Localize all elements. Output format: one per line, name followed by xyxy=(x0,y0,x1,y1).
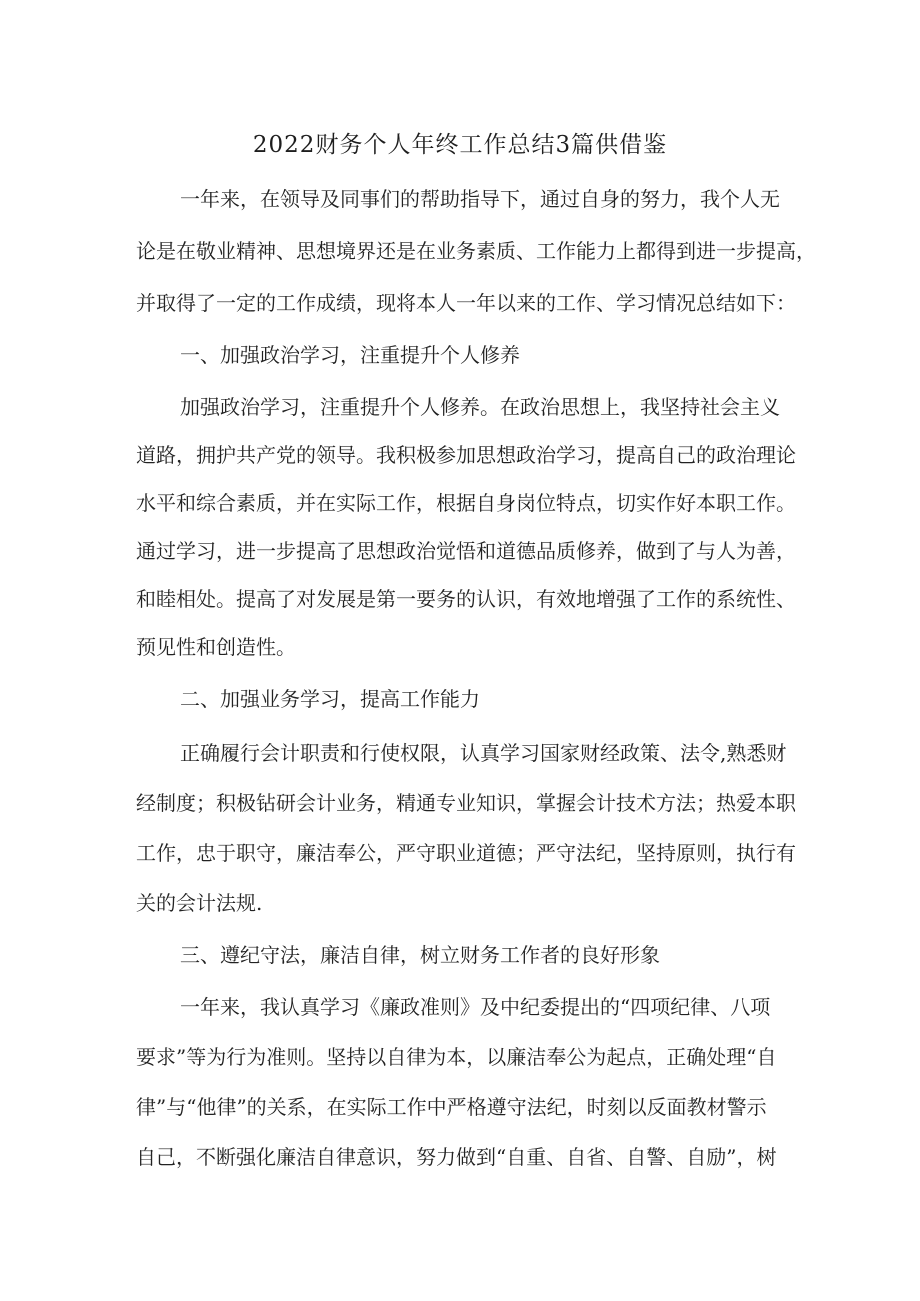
paragraph-line: 自己，不断强化廉洁自律意识，努力做到“自重、自省、自警、自励”，树 xyxy=(136,1145,777,1169)
section-heading: 三、遵纪守法，廉洁自律，树立财务工作者的良好形象 xyxy=(180,943,660,967)
document-title: 2022财务个人年终工作总结3篇供借鉴 xyxy=(252,132,668,158)
paragraph-line: 论是在敬业精神、思想境界还是在业务素质、工作能力上都得到进一步提高， xyxy=(136,239,816,263)
paragraph-line: 关的会计法规. xyxy=(136,891,263,915)
paragraph-line: 工作，忠于职守，廉洁奉公，严守职业道德；严守法纪，坚持原则，执行有 xyxy=(136,841,796,865)
section-heading: 二、加强业务学习，提高工作能力 xyxy=(180,687,480,711)
paragraph-line: 一年来，我认真学习《廉政准则》及中纪委提出的“四项纪律、八项 xyxy=(180,995,771,1019)
section-heading: 一、加强政治学习，注重提升个人修养 xyxy=(180,343,520,367)
paragraph-line: 并取得了一定的工作成绩，现将本人一年以来的工作、学习情况总结如下： xyxy=(136,291,796,315)
paragraph-line: 经制度；积极钻研会计业务，精通专业知识，掌握会计技术方法；热爱本职 xyxy=(136,791,796,815)
paragraph-line: 和睦相处。提高了对发展是第一要务的认识，有效地增强了工作的系统性、 xyxy=(136,587,796,611)
paragraph-line: 通过学习，进一步提高了思想政治觉悟和道德品质修养，做到了与人为善， xyxy=(136,539,796,563)
paragraph-line: 要求”等为行为准则。坚持以自律为本，以廉洁奉公为起点，正确处理“自 xyxy=(136,1045,777,1069)
paragraph-line: 正确履行会计职责和行使权限，认真学习国家财经政策、法令,熟悉财 xyxy=(180,741,787,765)
paragraph-line: 加强政治学习，注重提升个人修养。在政治思想上，我坚持社会主义 xyxy=(180,395,780,419)
paragraph-line: 律”与“他律”的关系，在实际工作中严格遵守法纪，时刻以反面教材警示 xyxy=(136,1095,767,1119)
paragraph-line: 一年来，在领导及同事们的帮助指导下，通过自身的努力，我个人无 xyxy=(180,187,780,211)
paragraph-line: 预见性和创造性。 xyxy=(136,635,296,659)
paragraph-line: 水平和综合素质，并在实际工作，根据自身岗位特点，切实作好本职工作。 xyxy=(136,491,796,515)
paragraph-line: 道路，拥护共产党的领导。我积极参加思想政治学习，提高自己的政治理论 xyxy=(136,443,796,467)
